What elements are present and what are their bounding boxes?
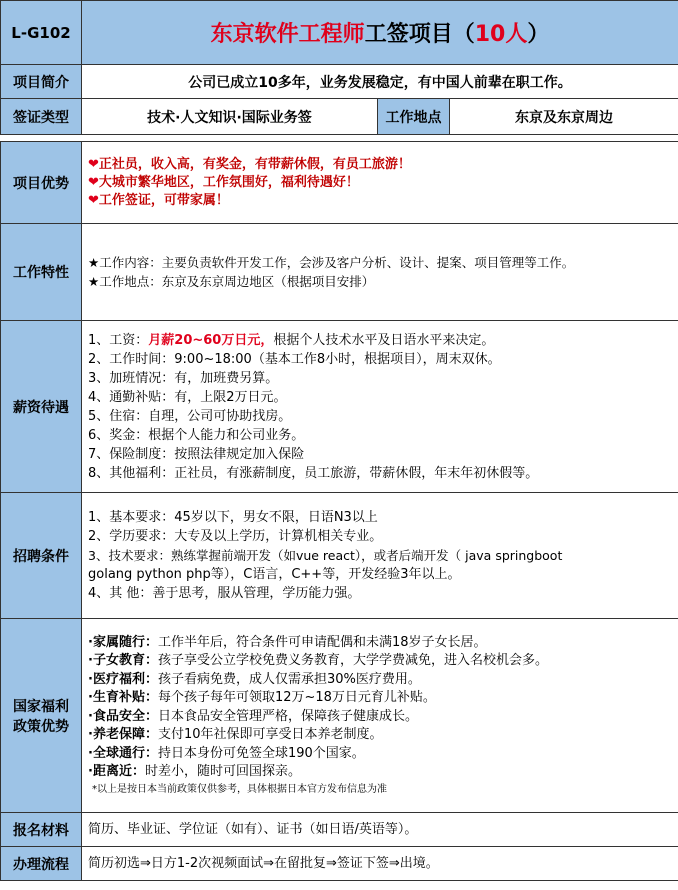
intro-text: 公司已成立10多年，业务发展稳定，有中国人前辈在职工作。	[82, 65, 678, 99]
advantage-item: ❤正社员，收入高，有奖金，有带薪休假，有员工旅游！	[88, 156, 411, 172]
requirements-label: 招聘条件	[1, 493, 82, 619]
spacer-row	[1, 135, 678, 142]
requirements-row	[1, 493, 678, 619]
location-value: 东京及东京周边	[450, 99, 678, 135]
welfare-item: ·家属随行：工作半年后，符合条件可申请配偶和未满18岁子女长居。	[88, 634, 487, 650]
welfare-row	[1, 619, 678, 813]
welfare-content	[82, 619, 678, 813]
salary-item: 5、住宿：自理，公司可协助找房。	[88, 408, 292, 424]
advantages-label: 项目优势	[1, 142, 82, 224]
heart-icon: ❤	[88, 156, 99, 172]
location-label: 工作地点	[378, 99, 450, 135]
visa-row	[1, 99, 678, 135]
heart-icon: ❤	[88, 192, 99, 208]
visa-value: 技术·人文知识·国际业务签	[82, 99, 378, 135]
project-code: L-G102	[1, 1, 82, 65]
salary-item: 6、奖金：根据个人能力和公司业务。	[88, 427, 305, 443]
advantages-row	[1, 142, 678, 224]
title-black-part: 工签项目（	[364, 22, 475, 47]
welfare-item: ·医疗福利：孩子看病免费，成人仅需承担30%医疗费用。	[88, 671, 421, 687]
advantage-item: ❤大城市繁华地区，工作氛围好，福利待遇好！	[88, 174, 359, 190]
salary-content	[82, 321, 678, 493]
intro-label: 项目简介	[1, 65, 82, 99]
requirements-content	[82, 493, 678, 619]
requirement-item: 4、其 他：善于思考，服从管理，学历能力强。	[88, 586, 361, 601]
salary-item: 1、工资：月薪20~60万日元，根据个人技术水平及日语水平来决定。	[88, 332, 495, 348]
salary-label: 薪资待遇	[1, 321, 82, 493]
heart-icon: ❤	[88, 174, 99, 190]
advantage-item: ❤工作签证，可带家属！	[88, 192, 229, 208]
requirement-item: 2、学历要求：大专及以上学历，计算机相关专业。	[88, 529, 383, 544]
feature-item: ★工作内容：主要负责软件开发工作，会涉及客户分析、设计、提案、项目管理等工作。	[88, 255, 575, 270]
title-red-part: 东京软件工程师	[210, 22, 365, 47]
intro-row	[1, 65, 678, 99]
welfare-item: ·养老保障：支付10年社保即可享受日本养老制度。	[88, 727, 383, 742]
features-content	[82, 224, 678, 321]
welfare-item: ·全球通行：持日本身份可免签全球190个国家。	[88, 745, 365, 761]
welfare-item: ·子女教育：孩子享受公立学校免费义务教育，大学学费减免，进入名校机会多。	[88, 653, 548, 668]
salary-item: 8、其他福利：正社员，有涨薪制度，员工旅游，带薪休假，年末年初休假等。	[88, 465, 539, 481]
welfare-item: ·生育补贴：每个孩子每年可领取12万~18万日元育儿补贴。	[88, 690, 436, 705]
salary-item: 3、加班情况：有，加班费另算。	[88, 370, 279, 386]
materials-text: 简历、毕业证、学位证（如有）、证书（如日语/英语等）。	[82, 813, 678, 847]
requirement-item: 3、技术要求：熟练掌握前端开发（如vue react），或者后端开发（ java springboot	[88, 548, 563, 563]
visa-label: 签证类型	[1, 99, 82, 135]
feature-item: ★工作地点：东京及东京周边地区（根据项目安排）	[88, 274, 375, 289]
salary-item: 2、工作时间：9:00~18:00（基本工作8小时，根据项目），周末双休。	[88, 351, 501, 367]
title-close: ）	[527, 22, 550, 47]
policy-note: *以上是按日本当前政策仅供参考，具体根据日本官方发布信息为准	[92, 783, 387, 795]
materials-row	[1, 813, 678, 847]
salary-item: 4、通勤补贴：有，上限2万日元。	[88, 389, 287, 405]
welfare-item: ·距离近：时差小，随时可回国探亲。	[88, 764, 301, 779]
salary-item: 7、保险制度：按照法律规定加入保险	[88, 446, 305, 462]
features-row	[1, 224, 678, 321]
features-label: 工作特性	[1, 224, 82, 321]
advantages-content	[82, 142, 678, 224]
welfare-item: ·食品安全：日本食品安全管理严格，保障孩子健康成长。	[88, 708, 418, 724]
process-label: 办理流程	[1, 847, 82, 881]
materials-label: 报名材料	[1, 813, 82, 847]
requirement-item: golang python php等），C语言，C++等，开发经验3年以上。	[88, 567, 461, 582]
welfare-label: 国家福利 政策优势	[1, 619, 82, 813]
salary-highlight: 月薪20~60万日元，	[148, 332, 274, 348]
page-title	[82, 1, 678, 65]
process-text: 简历初选⇒日方1-2次视频面试⇒在留批复⇒签证下签⇒出境。	[82, 847, 678, 881]
header-row	[1, 1, 678, 65]
title-count: 10人	[474, 22, 528, 47]
requirement-item: 1、基本要求：45岁以下，男女不限，日语N3以上	[88, 510, 378, 525]
salary-row	[1, 321, 678, 493]
process-row	[1, 847, 678, 881]
